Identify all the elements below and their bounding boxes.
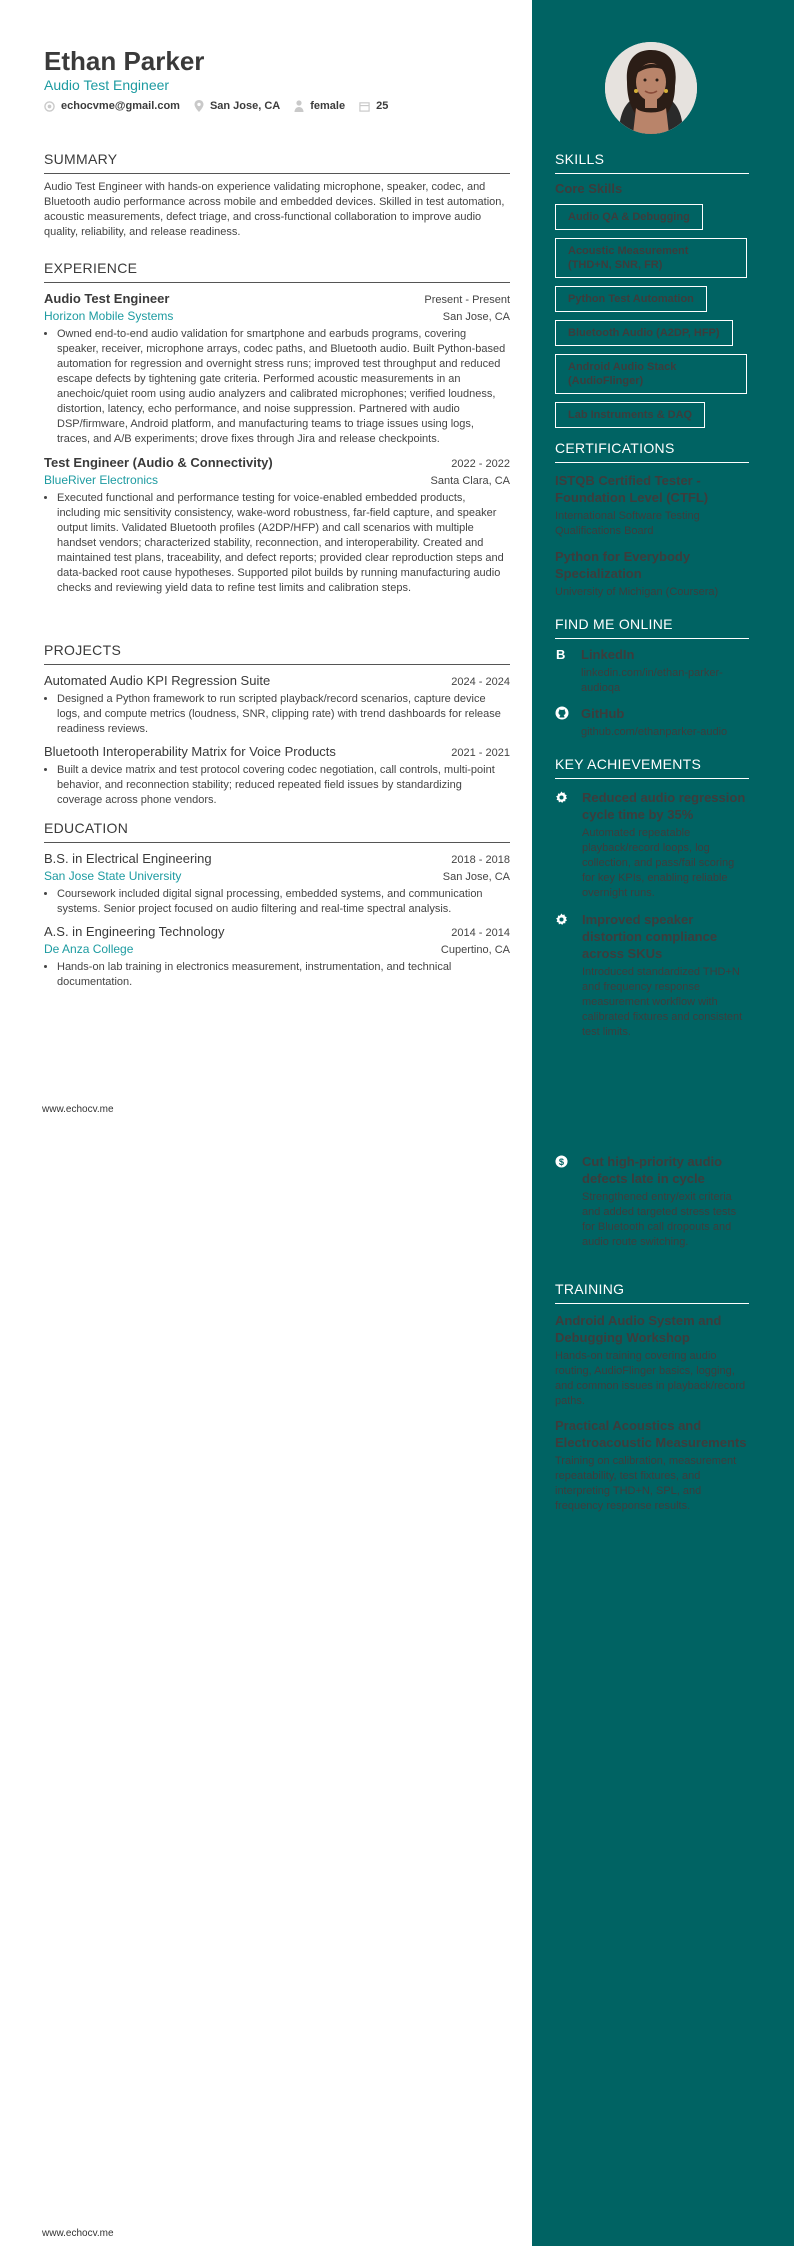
skills-section — [555, 151, 749, 428]
experience-entry — [44, 455, 510, 596]
experience-entry — [44, 291, 510, 447]
school-location: San Jose, CA — [442, 871, 510, 883]
achievement-desc: Automated repeatable playback/record loops, log collection, and pass/fail scoring for key KPIs, enabling reliable overnight runs. — [582, 827, 735, 899]
section-title: TRAINING — [555, 1281, 749, 1304]
summary-text: Audio Test Engineer with hands-on experience validating microphone, speaker, codec, and Bluetooth audio performance across mobile and embedded devices. Skilled in test automation, acoustic measurements, defect triage, and cross-functional collaboration to improve audio quality, reliability, and release readiness. — [44, 181, 505, 238]
project-title: Automated Audio KPI Regression Suite — [44, 673, 271, 688]
achievement-title: Improved speaker distortion compliance across SKUs — [582, 912, 718, 961]
contact-location: San Jose, CA — [209, 100, 281, 112]
candidate-name: Ethan Parker — [44, 46, 205, 76]
achievement-title: Cut high-priority audio defects late in cycle — [582, 1154, 723, 1186]
section-title: SKILLS — [555, 151, 749, 174]
cert-name: ISTQB Certified Tester - Foundation Level (CTFL) — [555, 473, 709, 505]
project-date: 2024 - 2024 — [451, 676, 510, 688]
training-title: Android Audio System and Debugging Workshop — [555, 1313, 722, 1345]
section-title: PROJECTS — [44, 642, 510, 665]
achievements-section — [555, 756, 749, 1040]
skill-pill: Audio QA & Debugging — [555, 204, 703, 230]
svg-text:$: $ — [558, 1157, 565, 1168]
training-title: Practical Acoustics and Electroacoustic Measurements — [555, 1418, 747, 1450]
job-date: 2022 - 2022 — [451, 458, 510, 470]
project-title: Bluetooth Interoperability Matrix for Voice Products — [44, 744, 336, 759]
footer-link[interactable]: www.echocv.me — [42, 1104, 114, 1115]
certifications-section — [555, 440, 749, 600]
candidate-role: Audio Test Engineer — [44, 77, 170, 93]
achievement-item — [555, 789, 749, 901]
degree-date: 2018 - 2018 — [451, 854, 510, 866]
contact-age: 25 — [376, 100, 389, 112]
link-url[interactable]: linkedin.com/in/ethan-parker-audioqa — [581, 667, 723, 694]
project-date: 2021 - 2021 — [451, 747, 510, 759]
cert-org: International Software Testing Qualifications Board — [555, 510, 700, 537]
degree-title: B.S. in Electrical Engineering — [44, 851, 212, 866]
skill-pill: Python Test Automation — [555, 286, 707, 312]
job-location: San Jose, CA — [442, 311, 510, 323]
section-title: SUMMARY — [44, 151, 510, 174]
training-section — [555, 1281, 749, 1514]
job-bullet: • Owned end-to-end audio validation for smartphone and earbuds programs, covering speaker, receiver, microphone arrays, codec paths, and Bluetooth audio. Built Python-based automation for regression and overnight stress runs; improved test throughput and reduced escape defects by tightening gate criteria. Performed acoustic measurements in an anechoic/quiet room using audio analyzers and calibrated microphones; verified loudness, distortion, latency, echo performance, and noise suppression. Partnered with audio DSP/firmware, Android platform, and manufacturing teams to triage issues using logs, traces, and A/B experiments; drove fixes through Jira and release checkpoints. — [57, 327, 510, 447]
section-title: FIND ME ONLINE — [555, 616, 749, 639]
calendar-icon — [359, 101, 370, 112]
achievement-item — [555, 1153, 749, 1250]
education-bullet: • Coursework included digital signal processing, embedded systems, and communication systems. Senior project focused on audio filtering and real-time spectral analysis. — [57, 887, 510, 917]
contact-row — [44, 100, 402, 112]
section-title: EXPERIENCE — [44, 260, 510, 283]
company-name: BlueRiver Electronics — [44, 473, 159, 487]
education-entry — [44, 924, 510, 990]
behance-icon — [555, 647, 569, 661]
link-url[interactable]: github.com/ethanparker-audio — [581, 726, 728, 738]
skill-pill: Bluetooth Audio (A2DP, HFP) — [555, 320, 733, 346]
cert-name: Python for Everybody Specialization — [555, 549, 691, 581]
job-title: Test Engineer (Audio & Connectivity) — [44, 455, 273, 470]
gear-icon — [555, 791, 568, 804]
link-name: GitHub — [581, 706, 625, 721]
achievement-title: Reduced audio regression cycle time by 35% — [582, 790, 746, 822]
experience-section — [44, 260, 510, 596]
school-location: Cupertino, CA — [440, 944, 510, 956]
company-name: Horizon Mobile Systems — [44, 309, 174, 323]
links-section — [555, 616, 749, 740]
achievement-item — [555, 911, 749, 1040]
achievement-desc: Strengthened entry/exit criteria and added targeted stress tests for Bluetooth call dropouts and audio route switching. — [582, 1191, 737, 1248]
school-name: San Jose State University — [44, 869, 182, 883]
job-title: Audio Test Engineer — [44, 291, 170, 306]
dollar-icon — [555, 1155, 568, 1168]
job-location: Santa Clara, CA — [430, 475, 510, 487]
github-icon — [555, 706, 569, 720]
footer-link[interactable]: www.echocv.me — [42, 2228, 114, 2239]
contact-gender: female — [310, 100, 346, 112]
section-title: EDUCATION — [44, 820, 510, 843]
link-github[interactable] — [555, 706, 749, 740]
contact-email[interactable]: echocvme@gmail.com — [61, 100, 180, 112]
cert-org: University of Michigan (Coursera) — [555, 586, 719, 598]
project-entry — [44, 744, 510, 808]
at-icon — [44, 101, 55, 112]
skill-pill: Android Audio Stack (AudioFlinger) — [555, 354, 747, 394]
location-pin-icon — [194, 100, 204, 112]
skills-subtitle: Core Skills — [555, 181, 623, 196]
job-bullet: • Executed functional and performance testing for voice-enabled embedded products, including mic sensitivity consistency, wake-word robustness, far-field capture, and speaker output limits. Validated Bluetooth profiles (A2DP/HFP) and call scenarios with multiple handset vendors; characterized stability, reconnection, and interoperability. Created and maintained test plans, traceability, and defect reports; provided clear reproduction steps and data-backed root cause hypotheses. Supported pilot builds by running manufacturing audio checks and reviewing yield data to refine test limits and calibration steps. — [57, 491, 510, 596]
project-entry — [44, 673, 510, 737]
education-entry — [44, 851, 510, 917]
job-date: Present - Present — [424, 294, 510, 306]
training-desc: Training on calibration, measurement repeatability, test fixtures, and interpreting THD+N, SPL, and frequency response results. — [555, 1455, 737, 1512]
education-section — [44, 820, 510, 990]
section-title: KEY ACHIEVEMENTS — [555, 756, 749, 779]
education-bullet: • Hands-on lab training in electronics measurement, instrumentation, and technical documentation. — [57, 960, 510, 990]
summary-section — [44, 151, 510, 240]
degree-title: A.S. in Engineering Technology — [44, 924, 225, 939]
degree-date: 2014 - 2014 — [451, 927, 510, 939]
achievements-continued — [555, 1153, 749, 1250]
project-bullet: • Designed a Python framework to run scripted playback/record scenarios, capture device logs, and compute metrics (loudness, SNR, clipping rate) with trend dashboards for release readiness reviews. — [57, 692, 510, 737]
link-name: LinkedIn — [581, 647, 635, 662]
school-name: De Anza College — [44, 942, 134, 956]
skill-pill: Acoustic Measurement (THD+N, SNR, FR) — [555, 238, 747, 278]
section-title: CERTIFICATIONS — [555, 440, 749, 463]
skill-pill: Lab Instruments & DAQ — [555, 402, 705, 428]
avatar — [605, 42, 697, 134]
achievement-desc: Introduced standardized THD+N and frequency response measurement workflow with calibrated fixtures and consistent test limits. — [582, 966, 743, 1038]
projects-section — [44, 642, 510, 808]
training-desc: Hands-on training covering audio routing, AudioFlinger basics, logging, and common issues in playback/record paths. — [555, 1350, 746, 1407]
svg-text:B: B — [556, 647, 566, 661]
link-linkedin[interactable] — [555, 647, 749, 696]
project-bullet: • Built a device matrix and test protocol covering codec negotiation, call controls, multi-point behavior, and reconnection stability; reduced repeated field issues by standardizing coverage across phone vendors. — [57, 763, 510, 808]
gear-icon — [555, 913, 568, 926]
person-icon — [294, 100, 304, 112]
